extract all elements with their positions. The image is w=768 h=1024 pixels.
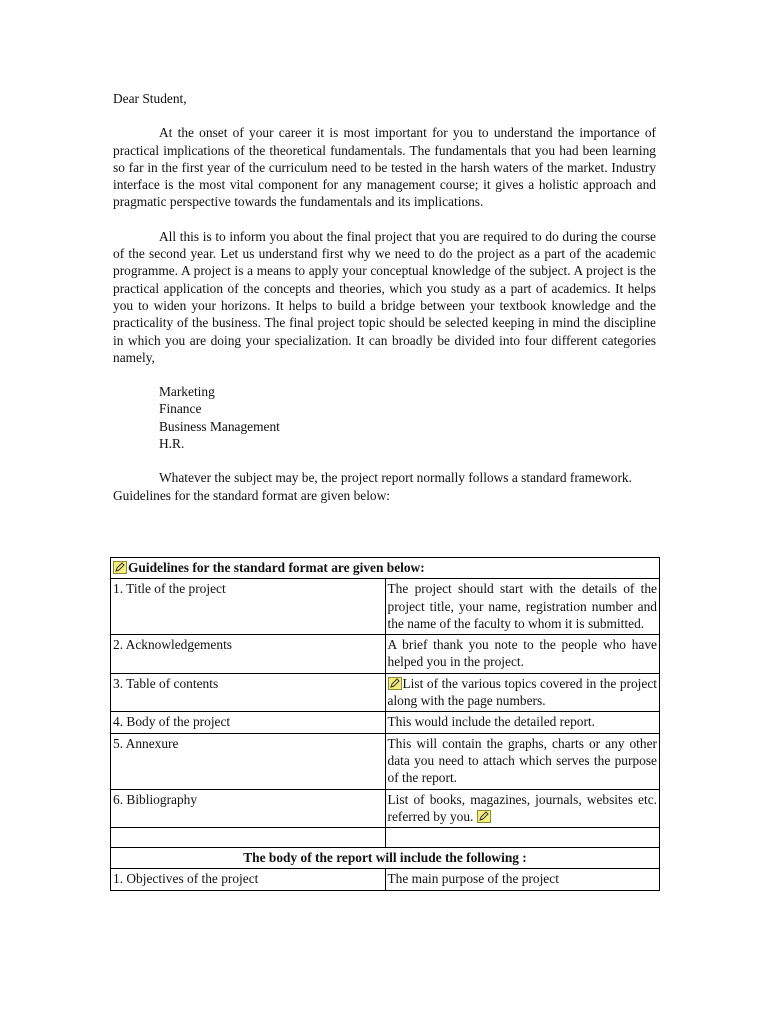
category-item: Finance [159,401,202,417]
desc-text: List of books, magazines, journals, websites etc. referred by you. [387,791,657,824]
table-header-cell [111,558,660,579]
greeting: Dear Student, [113,91,187,106]
comment-pen-icon[interactable] [388,677,402,690]
item-cell: 1. Title of the project [111,579,386,635]
desc-cell: The main purpose of the project [385,869,660,890]
category-item: H.R. [159,436,185,452]
body-header-row [111,848,660,869]
table-row [111,635,660,674]
table-header-text: Guidelines for the standard format are given below: [128,560,425,575]
category-item: Business Management [159,418,280,434]
table-row [111,869,660,890]
table-header-row [111,558,660,579]
desc-cell: This will contain the graphs, charts or any other data you need to attach which serves the purpose of the report. [385,733,660,789]
letter-body [113,90,656,521]
desc-cell: The project should start with the details of the project title, your name, registration number and the name of the faculty to whom it is submitted. [385,579,660,635]
body-header-cell: The body of the report will include the following : [111,848,660,869]
table-row [111,579,660,635]
table-row [111,712,660,733]
paragraph-1: At the onset of your career it is most important for you to understand the importance of practical implications of the theoretical fundamentals. The fundamentals that you had been learning so far in the first year of the curriculum need to be tested in the harsh waters of the market. Industry interface is the most vital component for any management course; it gives a holistic approach and pragmatic perspective towards the fundamentals and its implications. [113,125,656,210]
item-cell: 2. Acknowledgements [111,635,386,674]
item-cell: 1. Objectives of the project [111,869,386,890]
item-cell: 4. Body of the project [111,712,386,733]
desc-cell: This would include the detailed report. [385,712,660,733]
desc-cell [385,789,660,828]
paragraph-2: All this is to inform you about the final project that you are required to do during the course of the second year. Let us understand first why we need to do the project as a part of the academic programme. A project is a means to apply your conceptual knowledge of the subject. A project is the practical application of the concepts and theories, which you study as a part of academics. It helps you to widen your horizons. It helps to build a bridge between your textbook knowledge and the practicality of the business. The final project topic should be selected keeping in mind the discipline in which you are doing your specialization. It can broadly be divided into four different categories namely, [113,228,656,365]
table-row [111,789,660,828]
comment-pen-icon[interactable] [113,561,127,574]
table-row [111,673,660,712]
category-list [159,383,656,452]
desc-cell [385,673,660,712]
desc-cell: A brief thank you note to the people who have helped you in the project. [385,635,660,674]
desc-cell [385,828,660,848]
table-row [111,733,660,789]
item-cell: 5. Annexure [111,733,386,789]
guidelines-table [110,557,660,891]
item-cell: 3. Table of contents [111,673,386,712]
table-row-empty [111,828,660,848]
item-cell [111,828,386,848]
desc-text: List of the various topics covered in the project along with the page numbers. [387,675,657,709]
comment-pen-icon[interactable] [477,810,491,823]
category-item: Marketing [159,384,215,400]
item-cell: 6. Bibliography [111,789,386,828]
paragraph-3: Whatever the subject may be, the project report normally follows a standard framework. Guidelines for the standard format are given below: [113,470,632,503]
